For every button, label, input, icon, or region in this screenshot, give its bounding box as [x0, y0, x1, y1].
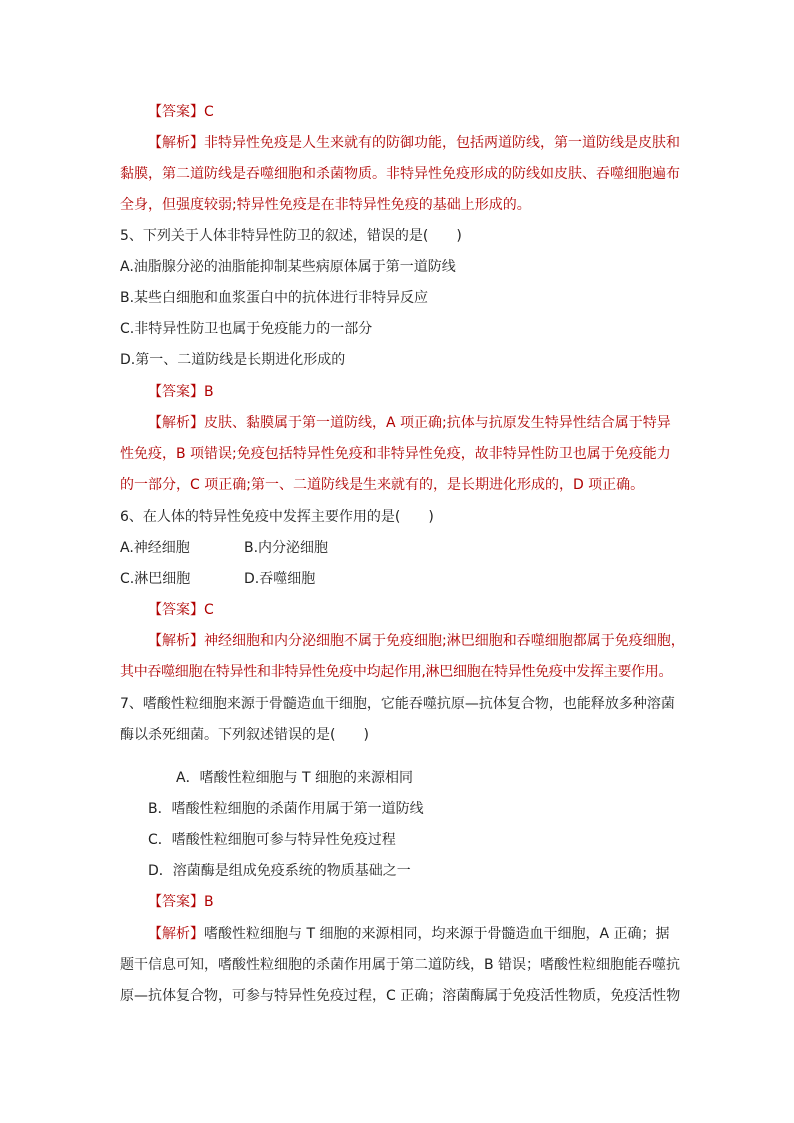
answer-tag: 【答案】 [148, 894, 204, 910]
option-c: C.非特异性防卫也属于免疫能力的一部分 [120, 321, 373, 337]
question-7: 7、嗜酸性粒细胞来源于骨髓造血干细胞，它能吞噬抗原—抗体复合物，也能释放多种溶菌 [120, 696, 675, 712]
answer-tag: 【答案】 [148, 384, 204, 400]
option-a: A.油脂腺分泌的油脂能抑制某些病原体属于第一道防线 [120, 259, 456, 275]
answer-value: C [204, 602, 214, 618]
option-b: B.内分泌细胞 [244, 540, 329, 556]
answer-value: B [204, 384, 214, 400]
explanation-text: 原—抗体复合物，可参与特异性免疫过程，C 正确；溶菌酶属于免疫活性物质，免疫活性物 [120, 988, 681, 1004]
option-b: B.某些白细胞和血浆蛋白中的抗体进行非特异反应 [120, 290, 429, 306]
answer-line [148, 892, 214, 912]
answer-tag: 【答案】 [148, 602, 204, 618]
explanation-text: 皮肤、黏膜属于第一道防线，A 项正确;抗体与抗原发生特异性结合属于特异 [204, 415, 671, 431]
explanation-tag: 【解析】 [148, 415, 204, 431]
explanation-text: 全身，但强度较弱;特异性免疫是在非特异性免疫的基础上形成的。 [120, 197, 531, 213]
option-b: B．嗜酸性粒细胞的杀菌作用属于第一道防线 [148, 801, 424, 817]
question-6: 6、在人体的特异性免疫中发挥主要作用的是( ) [120, 509, 434, 525]
answer-tag: 【答案】 [148, 104, 204, 120]
explanation-text: 非特异性免疫是人生来就有的防御功能，包括两道防线，第一道防线是皮肤和 [204, 135, 680, 151]
option-c: C.淋巴细胞 [120, 571, 191, 587]
explanation-line [148, 631, 685, 651]
explanation-tag: 【解析】 [148, 135, 204, 151]
option-a: A．嗜酸性粒细胞与 T 细胞的来源相同 [176, 770, 414, 786]
explanation-line [148, 413, 671, 433]
explanation-text: 嗜酸性粒细胞与 T 细胞的来源相同，均来源于骨髓造血干细胞，A 正确；据 [204, 926, 670, 942]
explanation-text: 黏膜，第二道防线是吞噬细胞和杀菌物质。非特异性免疫形成的防线如皮肤、吞噬细胞遍布 [120, 166, 680, 182]
explanation-line [148, 133, 680, 153]
answer-line [148, 600, 214, 620]
explanation-text: 题干信息可知，嗜酸性粒细胞的杀菌作用属于第二道防线，B 错误；嗜酸性粒细胞能吞噬抗 [120, 957, 681, 973]
answer-line [148, 102, 214, 122]
explanation-text: 其中吞噬细胞在特异性和非特异性免疫中均起作用,淋巴细胞在特异性免疫中发挥主要作用。 [120, 664, 673, 680]
explanation-text: 神经细胞和内分泌细胞不属于免疫细胞;淋巴细胞和吞噬细胞都属于免疫细胞， [204, 633, 685, 649]
explanation-text: 的一部分，C 项正确;第一、二道防线是生来就有的，是长期进化形成的，D 项正确。 [120, 477, 645, 493]
explanation-tag: 【解析】 [148, 633, 204, 649]
option-a: A.神经细胞 [120, 540, 190, 556]
answer-value: B [204, 894, 214, 910]
explanation-line [148, 924, 669, 944]
option-d: D.第一、二道防线是长期进化形成的 [120, 352, 346, 368]
question-5: 5、下列关于人体非特异性防卫的叙述，错误的是( ) [120, 228, 462, 244]
explanation-tag: 【解析】 [148, 926, 204, 942]
option-c: C．嗜酸性粒细胞可参与特异性免疫过程 [148, 832, 396, 848]
explanation-text: 性免疫，B 项错误;免疫包括特异性免疫和非特异性免疫，故非特异性防卫也属于免疫能力 [120, 446, 671, 462]
answer-value: C [204, 104, 214, 120]
answer-line [148, 382, 214, 402]
option-d: D.吞噬细胞 [244, 571, 316, 587]
question-7: 酶以杀死细菌。下列叙述错误的是( ) [120, 727, 369, 743]
option-d: D．溶菌酶是组成免疫系统的物质基础之一 [148, 863, 411, 879]
